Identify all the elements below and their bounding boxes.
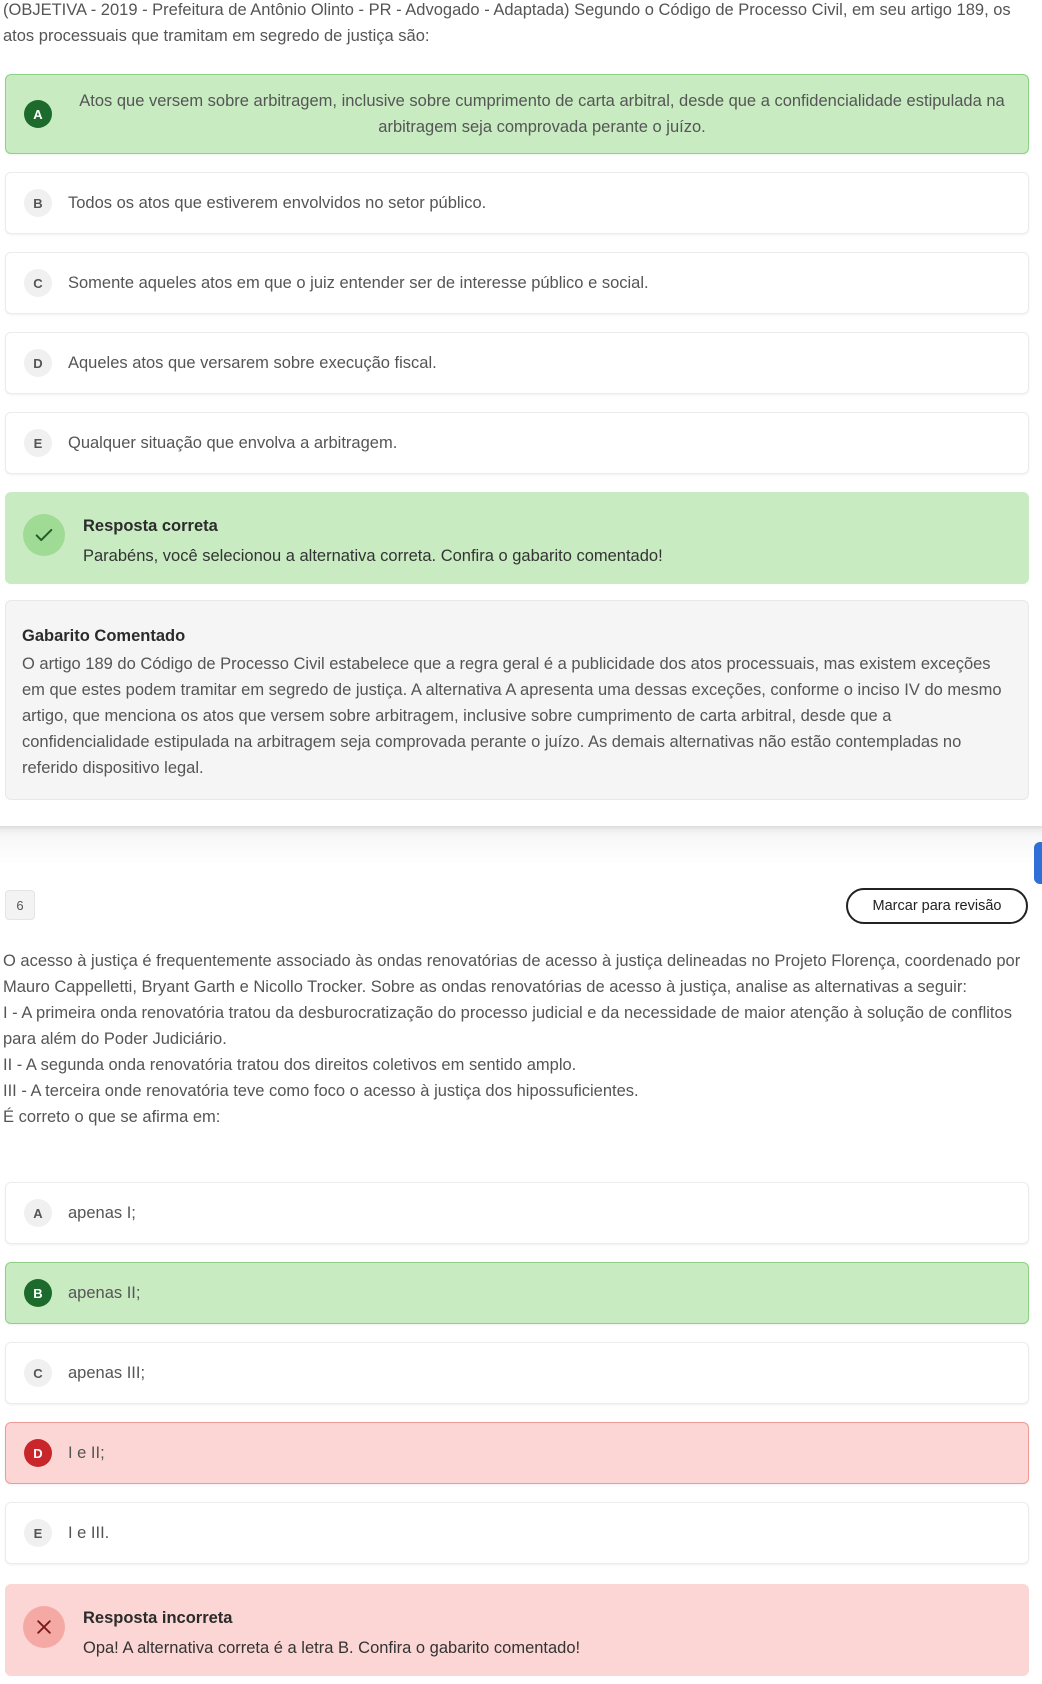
gabarito-title: Gabarito Comentado — [22, 627, 186, 645]
option-text: I e II; — [68, 1444, 105, 1462]
question-6-text — [0, 948, 1030, 1130]
question-6-line: III - A terceira onde renovatória teve como foco o acesso à justiça dos hipossuficientes. — [3, 1082, 639, 1100]
question-6-line: II - A segunda onda renovatória tratou dos direitos coletivos em sentido amplo. — [3, 1056, 577, 1074]
option-letter-badge: A — [24, 1199, 52, 1227]
close-icon — [23, 1606, 65, 1648]
question-6-line: O acesso à justiça é frequentemente associado às ondas renovatórias de acesso à justiça delineadas no Projeto Florença, coordenado por Mauro Cappelletti, Bryant Garth e Nicollo Trocker. Sobre as ondas renovatórias de acesso à justiça, analise as alternativas a seguir: — [3, 952, 1021, 996]
question-5-text: (OBJETIVA - 2019 - Prefeitura de Antônio Olinto - PR - Advogado - Adaptada) Segundo o Código de Processo Civil, em seu artigo 189, os atos processuais que tramitam em segredo de justiça são: — [3, 1, 1011, 45]
q6-option-d[interactable] — [5, 1422, 1029, 1484]
option-letter-badge: A — [24, 100, 52, 128]
q5-option-e[interactable] — [5, 412, 1029, 474]
q5-option-d[interactable] — [5, 332, 1029, 394]
option-text: apenas II; — [68, 1284, 141, 1302]
question-divider — [0, 826, 1042, 864]
mark-for-review-button[interactable]: Marcar para revisão — [846, 888, 1028, 924]
option-text: I e III. — [68, 1524, 110, 1542]
feedback-title: Resposta correta — [83, 517, 218, 535]
option-letter-badge: B — [24, 1279, 52, 1307]
q5-option-c[interactable] — [5, 252, 1029, 314]
option-text: Aqueles atos que versarem sobre execução fiscal. — [68, 354, 437, 372]
option-letter-badge: C — [24, 269, 52, 297]
option-text: Atos que versem sobre arbitragem, inclusive sobre cumprimento de carta arbitral, desde que a confidencialidade estipulada na arbitragem seja comprovada perante o juízo. — [79, 92, 1005, 136]
q6-option-a[interactable] — [5, 1182, 1029, 1244]
q5-option-b[interactable] — [5, 172, 1029, 234]
option-letter-badge: E — [24, 1519, 52, 1547]
incorrect-answer-feedback — [5, 1584, 1029, 1676]
option-letter-badge: E — [24, 429, 52, 457]
q5-option-a[interactable] — [5, 74, 1029, 154]
correct-answer-feedback — [5, 492, 1029, 584]
q6-option-e[interactable] — [5, 1502, 1029, 1564]
gabarito-text: O artigo 189 do Código de Processo Civil estabelece que a regra geral é a publicidade dos atos processuais, mas existem exceções em que estes podem tramitar em segredo de justiça. A alternativa A apresenta uma dessas exceções, conforme o inciso IV do mesmo artigo, que menciona os atos que versem sobre arbitragem, inclusive sobre cumprimento de carta arbitral, desde que a confidencialidade estipulada na arbitragem seja comprovada perante o juízo. As demais alternativas não estão contempladas no referido dispositivo legal. — [22, 655, 1002, 777]
option-letter-badge: B — [24, 189, 52, 217]
feedback-message: Parabéns, você selecionou a alternativa correta. Confira o gabarito comentado! — [83, 547, 663, 565]
option-letter-badge: D — [24, 349, 52, 377]
feedback-title: Resposta incorreta — [83, 1609, 233, 1627]
question-number-badge: 6 — [5, 890, 35, 920]
q6-option-c[interactable] — [5, 1342, 1029, 1404]
checkmark-icon — [23, 514, 65, 556]
option-letter-badge: C — [24, 1359, 52, 1387]
side-scroll-tab[interactable] — [1034, 842, 1042, 884]
option-text: apenas I; — [68, 1204, 136, 1222]
question-6-line: É correto o que se afirma em: — [3, 1108, 221, 1126]
option-text: Qualquer situação que envolva a arbitragem. — [68, 434, 398, 452]
question-6-line: I - A primeira onda renovatória tratou da desburocratização do processo judicial e da necessidade de maior atenção à solução de conflitos para além do Poder Judiciário. — [3, 1004, 1012, 1048]
option-text: apenas III; — [68, 1364, 146, 1382]
q6-option-b[interactable] — [5, 1262, 1029, 1324]
feedback-message: Opa! A alternativa correta é a letra B. Confira o gabarito comentado! — [83, 1639, 581, 1657]
option-text: Todos os atos que estiverem envolvidos no setor público. — [68, 194, 487, 212]
option-letter-badge: D — [24, 1439, 52, 1467]
option-text: Somente aqueles atos em que o juiz entender ser de interesse público e social. — [68, 274, 649, 292]
gabarito-comentado-panel — [5, 600, 1029, 800]
